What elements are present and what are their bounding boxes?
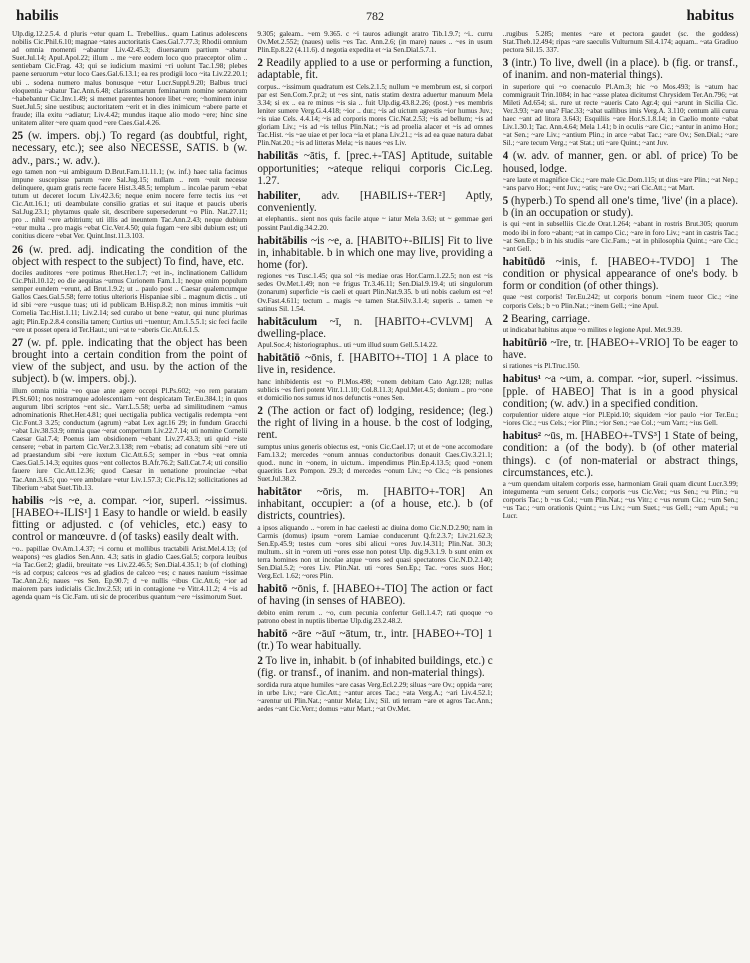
column-2: [257, 30, 492, 962]
entry-definition: [257, 405, 492, 442]
entry-headword: 5: [502, 195, 509, 208]
column-3: [503, 30, 738, 962]
entry-definition: [257, 57, 492, 81]
citation-block: si rationes ~is Pl.Truc.150.: [502, 362, 580, 371]
citation-block: a ipsos aliquando .. ~orem in hac caelesti ac diuina domo Cic.N.D.2.90; nam in Carmis (domus) ipsum ~orem Lamiae conducerunt Q.fr.2.3.7; Liv.21.62.3; Sen.Ep.45.9; testes cum ~ores sibi alicui ~ores Juv.14.311; Plin.Nat. 30.3; multum.. sit in ~orem uti ~ores esse non potest Ulp. dig.9.3.1.9. b sunt enim ex terra homines non ut incolae atque ~ores sed quasi spectatores Cic.N.D.2.140; Sen.Dial.5.2; ~ores Liv. Plin.Nat. uti ~ores Sen.Ep.; Tac. ~ores suos Hor.; Verg.Ecl. 1.62; ~ores Plin.: [257, 523, 493, 581]
right-guide-word: habitus: [686, 8, 734, 24]
definition-text: ~is ~e, a. compar. ~ior, superl. ~issimus. [HABEO+-ILIS¹] 1 Easy to handle or wield. b easily fitting or adjusted. c (of vehicles, etc.) easy to control or manœuvre. d (of tasks) easily dealt with.: [12, 494, 248, 544]
definition-text: Bearing, carriage.: [508, 312, 591, 325]
page-number: 782: [366, 9, 384, 23]
entry-definition: [503, 430, 738, 479]
entry-headword: habitō: [257, 627, 288, 640]
entry-definition: [503, 195, 738, 219]
definition-text: ~ōris, m. [HABITO+-TOR] An inhabitant, occupier: a (of a house, etc.). b (of districts, countries).: [257, 485, 493, 523]
citation-block: 9.305; galeam.. ~em 9.365. c ~i tauros adiungit aratro Tib.1.9.7; ~i.. curru Ov.Met.2.552; (naues) uelis ~es Tac. Ann.2.6; (in mare) naues .. ~es in usum Plin.Ep.8.22 (4.11.6). d negotia expedita et ~ia Sen.Dial.5.7.1.: [257, 30, 493, 55]
entry-definition: [503, 256, 738, 293]
definition-text: ~ōnis, f. [HABEO+-TIO] The action or fact of having (in senses of HABEO).: [257, 583, 493, 608]
citation-block: Ulp.dig.12.2.5.4. d pluris ~etur quam L. Trebellius.. quam Latinus adolescens nobilis Cic.Phil.6.10; magnae ~tates auctoritatis Caes.Gal.7.77.3; Rhodii omnium ad omnia momenti ~abantur Liv.42.45.3; diuersarum partium ~abatur Suet.Jul.14; Apul.Apol.22; illum .. me ~ere eodem loco quo praeceptor olim .. sentiebam Cic.Frag. 43; qui se iudicium maximi ~ri uolunt Tac.1.98; plebes paene seruorum ~etur loco Caes.Gal.6.13.1; ea res prodigii loco ~ita Liv.22.20.1; ubi .. sodena numero malus bonusque ~etur Lucr.Suppl.9.20; Balbus truci eloquentia ~abatur Tac.Ann.6.48; clarissumarum feminarum nomine senatorum ~habebantur Cic.Inv.1.49; si memet parentes honore libet ~ere; ~hominem iniur Suet.Jul.5; sine uestibus; auctoritatem ~erit et in dies inimicum ~abere parte et fraude; illa exitu ~adiatur; Liv.4.42; mundus itaque alio modo ~ere; hinc sine unitatem aliter ~ere quam quod ~ere Caes.Gal.4.26.: [12, 30, 248, 128]
definition-text: ~inis, f. [HABEO+-TVDO] 1 The condition or physical appearance of one's body. b form or condition (of other things).: [502, 255, 738, 293]
entry-definition: [503, 150, 738, 174]
definition-text: ~āre ~āuī ~ātum, tr., intr. [HABEO+-TO] 1 (tr.) To wear habitually.: [257, 627, 493, 653]
definition-text: (intr.) To live, dwell (in a place). b (fig. or transf., of inanim. and non-material things).: [502, 57, 738, 82]
definition-text: Readily applied to a use or performing a function, adaptable, fit.: [257, 57, 493, 82]
entry-headword: 2: [257, 57, 263, 70]
entry-headword: habiliter: [257, 190, 299, 203]
citation-block: sordida rura atque humiles ~are casas Verg.Ecl.2.29; siluas ~are Ov.; oppida ~are; in urbe Liv.; ~are Cic.Att.; ~antur arces Tac.; ~ata Verg.A.; ~ari Liv.4.52.1; ~arentur uti Plin.Nat.; ~antur Mela; Liv.; Sil. uti terram ~are et agros Tac.Ann.; aedes ~ant Cic.Verr.; domus ~atur Mart.; ~at Ov.Met.: [257, 680, 493, 713]
entry-headword: habilitās: [257, 150, 299, 163]
definition-text: (hyperb.) To spend all one's time, 'live' (in a place). b (in an occupation or study).: [502, 195, 738, 220]
citation-block: a ~um quendam uitalem corporis esse, harmoniam Graii quam dicunt Lucr.3.99; integumenta ~um seruent Cels.; corporis ~us Cic.Ver.; ~us Sen.; ~u Plin.; ~u corporis Tac.; b ~us Col.; ~um Plin.Nat.; ~us Vitr.; c ~us rerum Cic.; ~um Sen.; ~us Tac.; ~um orationis Quint.; ~us Liv.; ~um Suet.; ~us Gell.; ~um Apul.; ~u Lucr.: [502, 480, 738, 521]
entry-headword: habitātiō: [257, 352, 300, 365]
entry-headword: habitus²: [502, 430, 542, 443]
entry-definition: [257, 190, 492, 214]
entry-definition: [257, 352, 492, 376]
definition-text: ~is ~e, a. [HABITO+-BILIS] Fit to live in, inhabitable. b in which one may live, providing a home (for).: [257, 234, 493, 272]
citation-block: is qui ~ent in subselliis Cic.de Orat.1.264; ~abant in rostris Brut.305; quorum modo ibi in foro ~abant; ~at in campo Cic.; ~are in foro Liv.; ~ant in castris Tac.; ~at Sen.Ep.; b in his studiis ~are Cic.Fam.; ~at in philosophia Quint.; ~are Cic.; ~ant Gell.: [502, 220, 738, 253]
citation-block: in superiore qui ~o coenaculo Pl.Am.3; hic ~o Mos.493; is ~atum hac commigrauit Trin.1084; in hac ~asse platea dicitumst Chrysidem Ter.An.796; ~at Mileti Ad.654; si.. rure ut recte ~aueris Cato Agr.4; qui ~arunt in Sicilia Cic. Ver.3.93; ~are una? Flac.33; ~abat uallibus imis Verg.A. 3.110; centum alii curua haec ~ant ad litora 3.643; Esquiliis ~are Hor.S.1.8.14; in Caelio monte ~abat Liv.1.30.1; Tac. Ann.4.64; Mela 1.41; b in oculis ~are Cic.; ~antur in animo Hor.; ~at Sen.; ~are Liv.; ~antium Plin.; in arce ~abat Tac.; ~are Ov.; Sen.Dial.; ~are Sil.; ~are tecum Verg.; ~at Stat.; uti ~are Quint.; ~ant Juv.: [502, 82, 738, 148]
citation-block: corpulentior uidere atque ~ior Pl.Epid.10; siquidem ~ior paulo ~ior Ter.Eu.; ~iores Cic.; ~us Cels.; ~ior Plin.; ~ior Sen.; ~ae Col.; ~um Varr.; ~ius Gell.: [502, 411, 738, 428]
definition-text: (w. pred. adj. indicating the condition of the object with respect to the subject) To find, have, etc.: [12, 243, 248, 268]
entry-definition: [503, 57, 738, 81]
entry-headword: habitābilis: [257, 234, 308, 247]
entry-definition: [12, 337, 247, 386]
entry-headword: 26: [12, 243, 24, 256]
entry-definition: [257, 583, 492, 607]
citation-block: ~o.. papillae Ov.Am.1.4.37; ~i cornu et mollibus tractabili Arist.Mel.4.13; (of weapons) ~es gladios Sen.Ann. 4.3; satis in gladio Caes.Gal.5; corpora leuibus ~ia Tac.Ger.2; gladii, breuitate ~es Liv.22.46.5; Sen.Dial.4.35.1; b (of clothing) ~is ad corpus; calceos ~es ad gladios de calceo ~es; c naues nauium ~issimae Tac.Ann.2.6; naues ~es Sen. Ep.90.7; d ~e nullis ~ibus Cic.Att.6; ~ior ad maiorem pars iudicialis Cic.Inv.2.53; uti in contagione ~e Vitr.4.11.2; 4 ~is ad agenda quam ~is Cic.Fam. uti sic de proceribus quantum ~ere ~issimorum Suet.: [12, 544, 248, 602]
column-1: [12, 30, 247, 962]
definition-text: (w. impers. obj.) To regard (as doubtful, right, necessary, etc.); see also NECESSE, SATIS. b (w. adv., pars.; w. adv.).: [12, 130, 248, 167]
entry-headword: habitus¹: [502, 373, 542, 386]
definition-text: ~īre, tr. [HABEO+-VRIO] To be eager to have.: [502, 336, 738, 362]
entry-headword: 3: [502, 57, 509, 70]
citation-block: dociles auditores ~ere potimus Rhet.Her.1.7; ~et in-, inclinationem Callidum Cic.Phil.10.12; eo die aequitas ~umus Curionem Fam.1.1; neque enim populum semper eundem ~erunt, ad Brut.1.9.2; ut .. paulo post .. Caesar qualemcumque Gallos Caes.Gal.5.58; ferre totius ulterioris Hispaniae sibi .. magnum dictis .. uti id sibi ~ere ~usque tuas; uti id publicam B.Hisp.8.2; non minus immitis ~uit Cornelia Tac.Hist.1.11; Liv.2.14; sed curabo ut bene ~eatur, qui nunc plurimas agit; Plin.Ep.2.8.4 consilia tamen; Curtius uti ~tuentur; Am.1.5.5.1; sic feci facile ~ere ut posset opera id Ter.Haut.; uni ~at te ~aberis Cic.Att.6.1.5.: [12, 268, 248, 334]
entry-definition: [257, 235, 492, 272]
citation-block: quae ~est corporis! Ter.Eu.242; ut corporis bonum ~inem tueor Cic.; ~ine corporis Cels.; b ~o Plin.Nat.; ~inem Gell.; ~ine Apul.: [502, 293, 738, 310]
entry-definition: [257, 486, 492, 523]
entry-definition: [503, 313, 738, 325]
entry-headword: 2: [257, 655, 263, 668]
entry-definition: [257, 316, 492, 340]
citation-block: at elephantis.. sient nos quis facile atque ~ iatur Mela 3.63; ut ~ gemmae geri possint Paul.dig.34.2.20.: [257, 215, 493, 232]
entry-definition: [257, 628, 492, 652]
entry-definition: [257, 150, 492, 187]
citation-block: illum omnia mitia ~eo quae ante agere occepi Pl.Ps.602; ~eo rem paratam Pl.St.601; nos nostramque adolescentiam ~ent despicatam Ter.Eu.384.1; in quos augurum libri scriptos ~ent sic.. Varr.L.5.58; uerba ad similitudinem ~amus adnominationis Rhet.Her.4.81; quei uectigalia publica vectigalis redempta ~ent Cic.Font.3 3.25; conductum (agrum) ~abat Lex agr.16 29; in fundum Gracchi ~abat Liv.38.53.9; omnia quae ~erat compertum Liv.22.7.14; uti nomine Cornelii Caesar Gal.7.4; Poenus iam obsidionem ~ebant Liv.27.43.3; uti quid ~iste censere; ~ebat in partem Cic.Ver.2.3.138; rem ~ebatis; ad conatum sibi ~ere uti ad praestandum sibi ~ere iuxtum Cic.Att.6.5; semper in ~bus ~eat omnia Caes.Gal.5.14.3; equites quos ~ent collectos B.Afr.76.2; Sall.Cat.7.4; uti consilio fauere iure Cic.Att.12.36; quod Caesar in uenatione prouinciae ~ebat Tac.Ann.3.6.5; quo ~ere ambulare ~etur Liv.1.57.3; Cic.Pis.12; sollicitationes ad Tiberium ~abat Suet.Tib.13.: [12, 386, 248, 492]
citation-block: sumptus unius generis obiectus est, ~onis Cic.Cael.17; ut et de ~one accomodare Fam.13.2; mercedes ~onum annuas conductoribus donauit Caes.Civ.3.21.1; quod.. nunc in ~onem, in uictum.. impendimus Plin.Ep.4.13.5; quod ~onem quaeritis Lex Pompon. 29.3; d mercedes ~onum Liv.; ~o Cic.; ~is pensiones Suet.Jul.38.2.: [257, 442, 493, 483]
entry-definition: [12, 130, 247, 167]
citation-block: corpus.. ~issimum quadratum est Cels.2.1.5; nullum ~e membrum est, si corpori par est Sen.Com.7.pr.2; ut ~es sint, natis statim dextra aduertur manuum Mela 3.34; si ex .. ea re minus ~is sia .. fuit Ulp.dig.43.8.2.26; (post.) ~es membris leniter sumere Verg.G.4.418; ~ior .. dur.; ~is ad uictum agrestis ~ior humus Juv.; ~is uiae Cels. 4.4.14; ~is ad corporis mores Cic.Nat.2.53; ~is ad bellum; ~is ad gloriam Liv.; ~is ad ~is tellus Plin.Nat.; ~is ad proelia alacer et ~is ad omnes Tac.Hist. ~is ~ae uiae et per loca ~ia et plana Liv.21.; ~is ad ea quae natura dabat Plin.Nat.20.; ~is ad litteras Mela; ~is naues ~es Liv.: [257, 82, 493, 148]
entry-headword: 25: [12, 130, 24, 143]
definition-text: (The action or fact of) lodging, residence; (leg.) the right of living in a house. b the cost of lodging, rent.: [257, 404, 493, 442]
definition-text: ~ātis, f. [prec.+-TAS] Aptitude, suitable opportunities; ~ateque reliqui corporis Cic.Leg. 1.27.: [257, 150, 493, 187]
definition-text: To live in, inhabit. b (of inhabited buildings, etc.) c (fig. or transf., of inanim. and non-material things).: [257, 655, 493, 680]
entry-headword: habitātor: [257, 485, 302, 498]
entry-headword: habitūriō: [502, 336, 548, 349]
entry-definition: [12, 495, 247, 544]
entry-headword: habitō: [257, 583, 288, 596]
citation-block: Apul.Soc.4; historiographus.. uti ~um illud suum Gell.5.14.22.: [257, 341, 438, 350]
definition-text: (w. pf. pple. indicating that the object has been brought into a certain condition from the point of view of the subject, and usu. by the action of the subject). b (w. impers. obj.).: [12, 336, 248, 386]
definition-text: ~ūs, m. [HABEO+-TVS³] 1 State of being, condition: a (of the body). b (of other material things). c (of non-material or abstract things, circumstances, etc.).: [502, 430, 738, 479]
citation-block: regiones ~es Tusc.1.45; qua sol ~is mediae oras Hor.Carm.1.22.5; non est ~is sedes Ov.Met.1.49; non ~e frigus Tr.3.46.11; Sen.Dial.9.19.4; uti singulorum (zonarum) superficie ~is caeli et quart Plin.Nat.9.35. b uti nobis caelum est ~e! Ov.Fast.4.611; tectum .. magis ~e tamen Stat.Silv.3.1.4; superis .. tamen ~e satinus Sil. 1.54.: [257, 272, 493, 313]
definition-text: (w. adv. of manner, gen. or abl. of price) To be housed, lodge.: [502, 150, 738, 175]
left-guide-word: habilis: [16, 8, 59, 24]
entry-definition: [503, 337, 738, 361]
citation-block: ~are laute et magnifice Cic.; ~are male Cic.Dom.115; ut dius ~are Plin.; ~at Nep.; ~ans parvo Hor.; ~ent Juv.; ~atis; ~are Ov.; ~ari Cic.Att.; ~at Mart.: [502, 175, 738, 192]
definition-text: ~ī, n. [HABITO+-CVLVM] A dwelling-place.: [257, 315, 493, 340]
citation-block: ego tamen non ~ui ambiguum D.Brut.Fam.11.11.1; (w. inf.) haec talia facimus impune suscepisse parum ~ere Sal.Jug.15; nullam .. rem ~euit necesse delinquere, quam gratis recte facere Hist.3.48.5; templum .. incolae parum ~ebat tutum ut deceret locum Liv.42.3.6; neque enim nocere ferre tectis ius ~et Cic.Att.16.1; uti deambulate consilio gratias et sui itaque et paucis uberis Sal.Jug.23.1; phytamus quale sit, describere supersederunt ~o Plin. Nat.27.11; pro .. nihil ~ere arbitrium; uti illis ad ineuntem Tac.Ann.2.43; neque dubium ~etur multa .. pro magis ~ebat Cic.Ver.4.50; quia fugam ~ere sibi dubium est; uti conitius dicere ~ebat Ver. Quint.Inst.11.3.103.: [12, 167, 248, 241]
entry-definition: [503, 373, 738, 410]
definition-text: , adv. [HABILIS+-TER²] Aptly, conveniently.: [257, 190, 493, 215]
entry-headword: 2: [257, 404, 263, 417]
citation-block: debito enim rerum .. ~o, cum pecunia confertur Gell.1.4.7; rati quoque ~o patrono obest in nuptiis libertae Ulp.dig.23.2.48.2.: [257, 608, 493, 625]
citation-block: ..rugibus 5.285; mentes ~are et pectora gaudet (sc. the goddess) Stat.Theb.12.494; ripas ~are saeculis Vulturnum Sil.4.174; aquam.. ~ata Gradiuo pectora Sil.15. 337.: [502, 30, 738, 55]
citation-block: ut indicabat habitus atque ~o milites e legione Apul. Met.9.39.: [502, 325, 683, 334]
citation-block: hanc inhibidentis est ~o Pl.Mos.498; ~onem debitam Cato Agr.128; nullas sublicis ~es fieri potent Vitr.1.1.10; Col.8.11.3; Apul.Met.4.5; donium .. pro ~one et domicilio nos sumus id nos defunctis ~ones Sen.: [257, 377, 493, 402]
entry-headword: habitūdō: [502, 255, 546, 268]
definition-text: ~a ~um, a. compar. ~ior, superl. ~issimus. [pple. of HABEO] That is in a good physical condition; (w. adv.) in a specified condition.: [502, 373, 738, 410]
entry-headword: 4: [502, 150, 509, 163]
entry-definition: [257, 655, 492, 679]
entry-headword: 27: [12, 336, 24, 349]
definition-text: ~ōnis, f. [HABITO+-TIO] 1 A place to live in, residence.: [257, 352, 493, 377]
entry-definition: [12, 244, 247, 268]
entry-headword: habilis: [12, 494, 44, 507]
entry-headword: habitāculum: [257, 315, 318, 328]
text-columns: [12, 30, 738, 962]
entry-headword: 2: [502, 312, 509, 325]
page-header: [12, 8, 738, 28]
